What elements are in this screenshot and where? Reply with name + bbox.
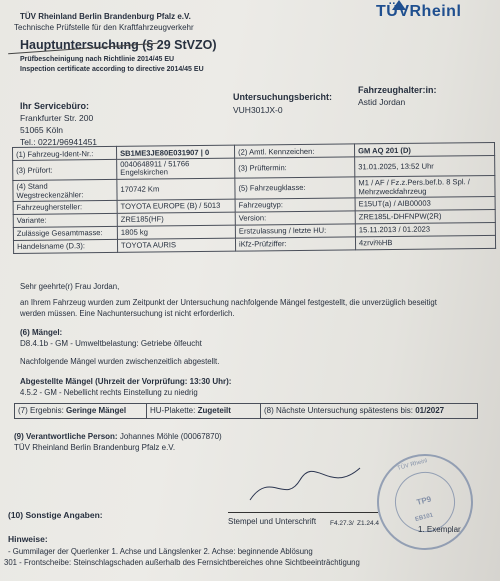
next-inspection-value: 01/2027: [415, 406, 445, 415]
responsible-org: TÜV Rheinland Berlin Brandenburg Pfalz e.V.: [14, 443, 176, 452]
field-label: Erstzulassung / letzte HU:: [235, 224, 355, 238]
service-phone: Tel.: 0221/96941451: [20, 137, 98, 147]
greeting: Sehr geehrte(r) Frau Jordan,: [20, 282, 120, 291]
field-value: 1805 kg: [117, 225, 235, 239]
subtitle-de: Prüfbescheinigung nach Richtlinie 2014/45 EU: [20, 56, 175, 63]
defect-item: D8.4.1b - GM - Umweltbelastung: Getriebe ölfeucht: [20, 339, 202, 348]
field-value: 31.01.2025, 13:52 Uhr: [355, 155, 495, 176]
field-value: M1 / AF / Fz.z.Pers.bef.b. 8 Spl. / Mehrzweckfahrzeug: [355, 175, 495, 198]
field-value: 170742 Km: [117, 178, 235, 200]
field-value: 4zrvi%HB: [355, 235, 495, 249]
field-label: (5) Fahrzeugklasse:: [235, 177, 355, 199]
document-title: Hauptuntersuchung (§ 29 StVZO): [20, 38, 217, 52]
subtitle-en: Inspection certificate according to directive 2014/45 EU: [20, 66, 204, 73]
vehicle-data-table: [12, 142, 496, 254]
field-label: Fahrzeughersteller:: [13, 200, 117, 214]
field-label: (3) Prüfort:: [13, 159, 117, 180]
field-value: E15UT(a) / AIB00003: [355, 196, 495, 210]
field-label: Handelsname (D.3):: [13, 239, 117, 253]
notes-label: Hinweise:: [8, 534, 48, 544]
intro-line-2: werden müssen. Eine Nachuntersuchung ist nicht erforderlich.: [20, 309, 235, 318]
signature-line: [228, 512, 378, 513]
responsible-label: (9) Verantwortliche Person:: [14, 432, 118, 441]
plakette-value: Zugeteilt: [197, 406, 231, 415]
intro-line-1: an Ihrem Fahrzeug wurden zum Zeitpunkt der Untersuchung nachfolgende Mängel festgestellt, die unverzüglich beseitigt: [20, 298, 437, 307]
org-name: TÜV Rheinland Berlin Brandenburg Pfalz e.V.: [20, 12, 191, 21]
signature-code: F4.27.3/: [330, 520, 354, 527]
department: Technische Prüfstelle für den Kraftfahrzeugverkehr: [14, 23, 194, 32]
stamp-mid-text: TP9: [415, 494, 433, 507]
signature-code-2: Z1.24.4: [357, 520, 380, 527]
defects-note: Nachfolgende Mängel wurden zwischenzeitlich abgestellt.: [20, 357, 220, 366]
field-value: ZRE185(HF): [117, 212, 235, 226]
field-label: (2) Amtl. Kennzeichen:: [234, 144, 354, 158]
result-box: [14, 403, 478, 419]
field-label: (1) Fahrzeug-Ident-Nr.:: [13, 146, 117, 160]
next-inspection-label: (8) Nächste Untersuchung spätestens bis:: [264, 406, 413, 415]
tuv-stamp: [366, 443, 484, 561]
field-label: Fahrzeugtyp:: [235, 198, 355, 212]
handwritten-signature: [240, 460, 370, 510]
field-label: (4) Stand Wegstreckenzähler:: [13, 179, 117, 201]
note-line-1: - Gummilager der Querlenker 1. Achse und Längslenker 2. Achse: beginnende Ablösung: [8, 547, 313, 556]
fixed-defects-label: Abgestellte Mängel (Uhrzeit der Vorprüfung: 13:30 Uhr):: [20, 377, 232, 386]
responsible-name: Johannes Möhle (00067870): [119, 432, 222, 441]
report-label: Untersuchungsbericht:: [233, 92, 333, 102]
field-label: Zulässige Gesamtmasse:: [13, 226, 117, 240]
result-cell: [15, 404, 147, 418]
plakette-label: HU-Plakette:: [150, 406, 196, 415]
report-number: VUH301JX-0: [233, 105, 283, 115]
stamp-top-text: TÜV Rheinl: [396, 458, 428, 472]
other-info-label: (10) Sonstige Angaben:: [8, 510, 103, 520]
result-label: (7) Ergebnis:: [18, 406, 64, 415]
responsible-line: [14, 432, 222, 441]
field-label: Variante:: [13, 213, 117, 227]
field-label: (3) Prüftermin:: [235, 157, 355, 178]
field-value: ZRE185L-DHFNPW(2R): [355, 209, 495, 223]
service-street: Frankfurter Str. 200: [20, 113, 94, 123]
field-label: Version:: [235, 211, 355, 225]
next-inspection-cell: [261, 404, 477, 418]
service-label: Ihr Servicebüro:: [20, 101, 90, 111]
plakette-cell: [147, 404, 261, 418]
stamp-bottom-text: EB101: [414, 512, 434, 524]
defects-label: (6) Mängel:: [20, 328, 63, 337]
field-value: 15.11.2013 / 01.2023: [355, 222, 495, 236]
field-value: GM AQ 201 (D): [354, 142, 494, 156]
result-value: Geringe Mängel: [66, 406, 127, 415]
tuv-brand: TÜVRheinl: [376, 3, 462, 20]
holder-label: Fahrzeughalter:in:: [358, 85, 437, 95]
exemplar-label: 1. Exemplar: [418, 525, 461, 534]
field-value: 0040648911 / 51766 Engelskirchen: [117, 158, 235, 179]
field-value: TOYOTA EUROPE (B) / 5013: [117, 199, 235, 213]
field-value: SB1ME3JE80E031907 | 0: [116, 145, 234, 159]
field-value: TOYOTA AURIS: [117, 238, 235, 252]
field-label: iKfz-Prüfziffer:: [235, 237, 355, 251]
note-line-2: 301 - Frontscheibe: Steinschlagschaden außerhalb des Fernsichtbereiches ohne Sichtbeeinträchtigung: [4, 558, 360, 567]
holder-name: Astid Jordan: [358, 97, 406, 107]
fixed-defect-item: 4.5.2 - GM - Nebellicht rechts Einstellung zu niedrig: [20, 388, 198, 397]
service-city: 51065 Köln: [20, 125, 64, 135]
signature-label: Stempel und Unterschrift: [228, 517, 317, 526]
